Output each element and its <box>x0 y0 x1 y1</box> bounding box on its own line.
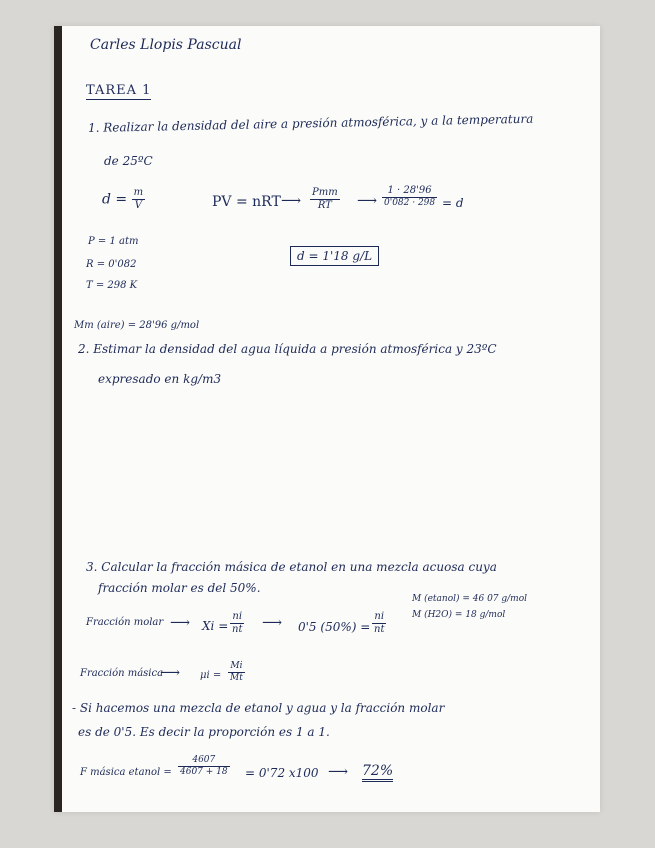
q1-frac2-num: Pmm <box>312 187 338 198</box>
q3-xi-fraction <box>230 612 244 635</box>
q3-fm-fraction <box>178 756 230 777</box>
q1-fraction-3 <box>382 186 437 208</box>
notebook-page <box>54 26 600 812</box>
assignment-title: TAREA 1 <box>86 83 152 98</box>
q3-xi-num: ni <box>230 612 244 624</box>
page-binding-edge <box>54 26 62 812</box>
q3-mu-label: μi = <box>200 670 222 681</box>
q1-arrow-1: ⟶ <box>281 193 302 209</box>
q1-equals-d: = d <box>442 196 464 210</box>
q3-xi-den: nt <box>232 624 243 635</box>
q1-molar-mass: Mm (aire) = 28'96 g/mol <box>74 320 200 331</box>
q3-fm-num: 4607 <box>178 756 230 767</box>
q2-statement-line1: 2. Estimar la densidad del agua líquida a presión atmosférica y 23ºC <box>78 342 497 356</box>
q3-fm-result: 72% <box>362 764 393 782</box>
q3-molar-frac-num: ni <box>372 612 386 624</box>
q3-molar-mid: 0'5 (50%) = <box>298 620 371 634</box>
q3-fm-calculation: = 0'72 x100 <box>245 766 319 780</box>
q3-fm-label: F másica etanol = <box>80 767 172 778</box>
q1-fraction-2 <box>310 188 340 211</box>
q3-mu-num: Mi <box>228 662 245 673</box>
q1-arrow-2: ⟶ <box>357 193 378 209</box>
q3-arrow-molar: ⟶ <box>170 615 191 631</box>
q3-statement-line2: fracción molar es del 50%. <box>98 581 261 595</box>
q1-density-den: V <box>134 200 142 211</box>
q3-molar-mass-ethanol: M (etanol) = 46 07 g/mol <box>412 594 528 604</box>
q3-arrow-molar-2: ⟶ <box>262 615 283 631</box>
q1-frac2-den: RT <box>317 200 332 211</box>
q1-statement-line1: 1. Realizar la densidad del aire a presión atmosférica, y a la temperatura <box>87 111 534 135</box>
q3-masica-label: Fracción másica <box>80 668 164 679</box>
author-name: Carles Llopis Pascual <box>90 37 242 53</box>
q3-reasoning-line2: es de 0'5. Es decir la proporción es 1 a 1. <box>78 725 330 739</box>
q1-density-formula <box>102 188 145 211</box>
q1-constant-value: R = 0'082 <box>86 259 137 270</box>
q2-statement-line2: expresado en kg/m3 <box>98 372 222 386</box>
q1-temperature-value: T = 298 K <box>86 280 138 291</box>
q3-molar-frac-den: nt <box>374 624 385 635</box>
q3-mu-den: Mt <box>230 673 243 683</box>
q3-xi-label: Xi = <box>202 619 229 633</box>
q1-density-num: m <box>133 187 144 198</box>
q1-density-fraction <box>132 188 145 211</box>
q3-fm-arrow: ⟶ <box>328 764 349 780</box>
q3-molar-mass-water: M (H2O) = 18 g/mol <box>412 610 506 620</box>
q3-molar-fraction <box>372 612 386 635</box>
q3-statement-line1: 3. Calcular la fracción másica de etanol en una mezcla acuosa cuya <box>86 560 497 574</box>
q3-reasoning-line1: - Si hacemos una mezcla de etanol y agua y la fracción molar <box>72 701 445 715</box>
q3-mu-fraction <box>228 662 245 683</box>
q3-arrow-masica: ⟶ <box>160 665 181 681</box>
q1-frac3-num: 1 · 28'96 <box>382 186 437 198</box>
q1-density-lhs: d = <box>102 191 128 208</box>
q1-pressure-value: P = 1 atm <box>88 236 139 247</box>
q1-frac3-den: 0'082 · 298 <box>384 198 436 208</box>
q1-pv-equation: PV = nRT <box>212 194 281 210</box>
q1-statement-line2: de 25ºC <box>104 154 153 168</box>
q1-result-box: d = 1'18 g/L <box>290 246 379 266</box>
q3-fm-den: 4607 + 18 <box>180 767 228 777</box>
q3-molar-label: Fracción molar <box>86 617 164 628</box>
